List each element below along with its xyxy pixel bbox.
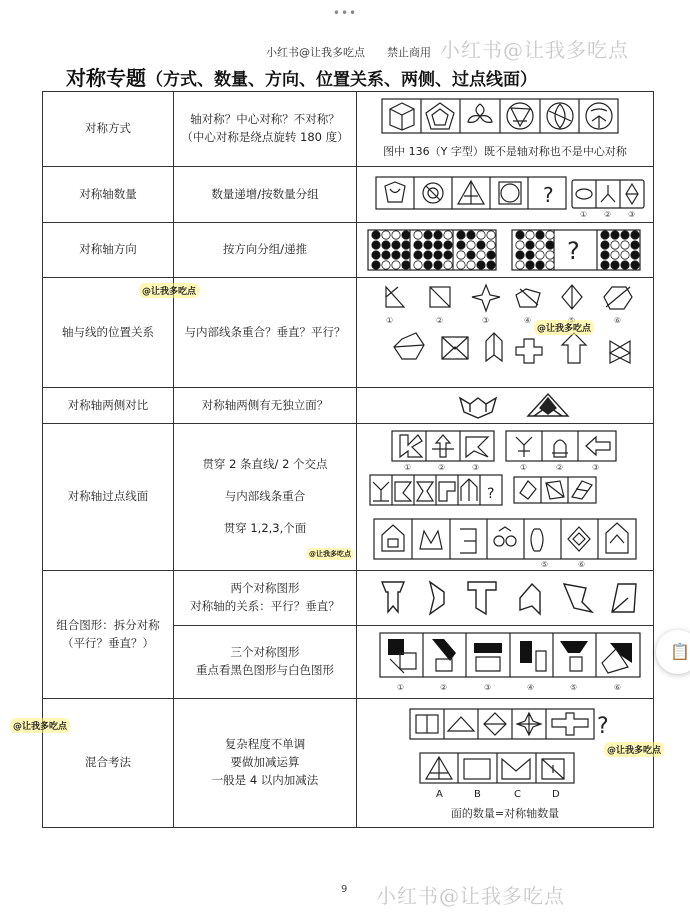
sticker: @让我多吃点 [10,718,70,733]
option-label: ⑥ [578,560,586,567]
title-main: 对称专题 [66,66,146,90]
sticker: @让我多吃点 [139,283,199,298]
figure-cell [357,699,654,828]
side-float-button[interactable] [656,630,690,674]
option-label: ④ [527,683,535,692]
axis-through-figures [360,427,650,567]
grid-dot [457,251,465,259]
option-label: ③ [628,209,636,218]
axis-count-figures [360,172,650,218]
description-cell [174,626,357,699]
description-cell: 与内部线条重合？垂直？平行？ [174,278,357,388]
description-cell: 按方向分组/递推 [174,223,357,278]
grid-dot [526,261,534,269]
option-label: ⑤ [541,560,549,567]
option-label: ⑥ [614,683,622,692]
description-cell [174,571,357,626]
category-cell: 混合考法 [43,699,174,828]
window-menu-dots[interactable]: ••• [332,6,358,20]
sticker: @让我多吃点 [604,742,664,757]
grid-dot [516,261,524,269]
table-row [43,699,654,828]
grid-dot [611,261,619,269]
figure-cell [357,278,654,388]
figure-cell [357,388,654,424]
table-row [43,92,654,167]
grid-dot [516,241,524,249]
category-cell: 对称轴两侧对比 [43,388,174,424]
description-line: 三个对称图形 [230,645,300,660]
grid-dot [382,241,390,249]
category-cell: 对称方式 [43,92,174,167]
grid-dot [392,261,400,269]
category-line: 组合图形：拆分对称 [56,617,160,632]
grid-dot [382,231,390,239]
three-symmetric-figures [360,629,650,695]
option-label: ⑤ [570,683,578,692]
grid-dot [372,251,380,259]
grid-dot [487,241,495,249]
grid-dot [601,241,609,249]
category-line: （平行？垂直？） [62,635,154,650]
option-label: ⑥ [614,315,622,325]
grid-dot [372,241,380,249]
option-label: ③ [482,315,490,325]
description-line: 贯穿 2 条直线/ 2 个交点 [202,457,328,472]
figure-cell [357,626,654,699]
grid-dot [434,241,442,249]
grid-dot [457,261,465,269]
grid-dot [372,231,380,239]
table-row [43,388,654,424]
grid-dot [477,261,485,269]
grid-dot [477,251,485,259]
option-label: ① [404,463,412,472]
grid-dot [631,261,639,269]
grid-dot [487,251,495,259]
option-label: ③ [472,463,480,472]
grid-dot [444,251,452,259]
grid-dot [536,251,544,259]
symmetry-mode-figures [360,97,650,143]
grid-dot [621,231,629,239]
two-symmetric-figures [360,574,650,622]
grid-dot [536,241,544,249]
grid-dot [601,261,609,269]
question-mark: ? [567,237,580,265]
grid-dot [414,231,422,239]
grid-dot [392,251,400,259]
symmetry-table [42,91,654,828]
description-line: 一般是 4 以内加减法 [211,772,319,787]
option-label-c: C [514,789,521,801]
option-label-d: D [552,789,560,801]
figure-cell [357,92,654,167]
description-line: 要做加减运算 [230,755,300,770]
category-cell: 轴与线的位置关系 [43,278,174,388]
grid-dot [516,231,524,239]
watermark-top: 小红书@让我多吃点 [440,38,629,62]
grid-dot [414,251,422,259]
header-note-author: 小红书@让我多吃点 [266,46,365,59]
grid-dot [382,261,390,269]
header-note [266,44,431,60]
grid-dot [467,251,475,259]
grid-dot [467,261,475,269]
figure-cell [357,571,654,626]
grid-dot [546,231,554,239]
grid-dot [414,261,422,269]
grid-dot [457,231,465,239]
grid-dot [424,241,432,249]
option-label: ④ [524,315,532,325]
category-cell: 对称轴过点线面 [43,424,174,571]
grid-dot [444,241,452,249]
option-label: ② [436,315,444,325]
grid-dot [621,261,629,269]
grid-dot [477,231,485,239]
grid-dot [467,241,475,249]
grid-dot [392,241,400,249]
axis-position-figures [360,281,650,385]
description-cell: 数量递增/按数量分组 [174,167,357,223]
figure-cell [357,424,654,571]
grid-dot [434,231,442,239]
option-label: ② [556,463,564,472]
category-cell [43,571,174,699]
grid-dot [402,241,410,249]
option-label: ① [520,463,528,472]
description-line: 重点看黑色图形与白色图形 [196,663,334,677]
grid-dot [434,251,442,259]
grid-dot [487,261,495,269]
description-line: 复杂程度不单调 [224,737,306,752]
option-label: ① [580,209,588,218]
grid-dot [631,251,639,259]
grid-dot [424,251,432,259]
table-row [43,167,654,223]
table-row [43,571,654,626]
grid-dot [382,251,390,259]
sticker: @让我多吃点 [306,548,354,560]
grid-dot [601,251,609,259]
question-mark: ? [543,182,554,207]
option-label: ② [438,463,446,472]
grid-dot [516,251,524,259]
description-cell: 对称轴两侧有无独立面？ [174,388,357,424]
grid-dot [477,241,485,249]
sticker: @让我多吃点 [534,320,594,335]
question-mark: ? [597,714,609,740]
grid-dot [444,231,452,239]
option-label: ① [397,683,405,692]
grid-dot [402,231,410,239]
description-cell [174,92,357,167]
option-label: ③ [592,463,600,472]
figure-caption: 面的数量=对称轴数量 [450,807,560,821]
grid-dot [414,241,422,249]
option-label: ① [386,315,394,325]
option-label: ③ [484,683,492,692]
option-label: ② [440,683,448,692]
grid-dot [611,241,619,249]
category-cell: 对称轴数量 [43,167,174,223]
page-title [66,62,537,91]
description-line: （中心对称是绕点旋转 180 度） [181,130,349,144]
grid-dot [434,261,442,269]
grid-dot [631,241,639,249]
side-comparison-figures [360,390,650,422]
category-cell: 对称轴方向 [43,223,174,278]
grid-dot [526,251,534,259]
grid-dot [372,261,380,269]
grid-dot [536,231,544,239]
description-line: 轴对称？中心对称？不对称？ [190,112,340,127]
figure-cell [357,223,654,278]
grid-dot [424,261,432,269]
table-row [43,223,654,278]
option-label-b: B [474,789,481,801]
grid-dot [444,261,452,269]
grid-dot [402,261,410,269]
grid-dot [487,231,495,239]
grid-dot [402,251,410,259]
grid-dot [621,241,629,249]
description-line: 贯穿 1,2,3,个面 [223,520,307,535]
grid-dot [611,251,619,259]
watermark-bottom: 小红书@让我多吃点 [376,884,565,908]
figure-cell [357,167,654,223]
grid-dot [536,261,544,269]
grid-dot [611,231,619,239]
grid-dot [621,251,629,259]
grid-dot [526,241,534,249]
grid-dot [631,231,639,239]
description-cell [174,699,357,828]
grid-dot [457,241,465,249]
grid-dot [546,251,554,259]
axis-direction-figures [360,226,650,274]
grid-dot [392,231,400,239]
title-sub: （方式、数量、方向、位置关系、两侧、过点线面） [146,70,537,90]
header-note-license: 禁止商用 [387,46,431,59]
grid-dot [546,241,554,249]
grid-dot [424,231,432,239]
figure-caption: 图中 136（Y 字型）既不是轴对称也不是中心对称 [383,145,627,159]
option-label: ② [604,209,612,218]
grid-dot [546,261,554,269]
description-line: 两个对称图形 [230,581,300,596]
clipboard-icon: 📋 [670,642,690,661]
grid-dot [601,231,609,239]
page-number: 9 [341,884,348,895]
grid-dot [526,231,534,239]
question-mark: ? [487,486,495,502]
description-line: 与内部线条重合 [224,489,306,504]
grid-dot [467,231,475,239]
description-line: 对称轴的关系：平行？垂直？ [190,599,340,613]
option-label-a: A [436,789,443,801]
